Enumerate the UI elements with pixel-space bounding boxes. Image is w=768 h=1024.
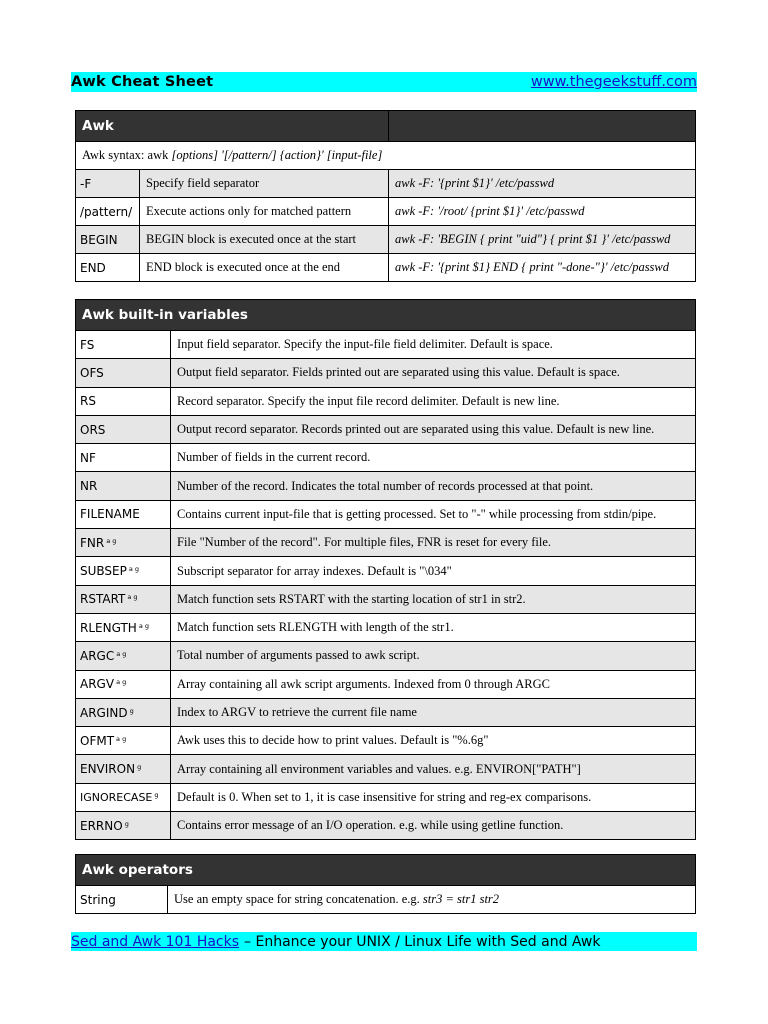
variable-mark: a g [116, 678, 127, 687]
variable-name: ORS [80, 422, 106, 437]
variable-name-cell [76, 585, 171, 613]
variable-name: ENVIRON [80, 762, 136, 777]
variable-name: NF [80, 450, 96, 465]
variable-row [76, 670, 696, 698]
variable-name-cell [76, 415, 171, 443]
variable-row [76, 727, 696, 755]
operators-heading: Awk operators [76, 855, 696, 886]
option-name: -F [76, 170, 140, 198]
awk-syntax-row [76, 142, 696, 170]
variable-name-cell [76, 359, 171, 387]
variable-name: IGNORECASE [80, 790, 153, 804]
variable-mark: g [129, 706, 134, 715]
variable-row [76, 444, 696, 472]
option-desc: END block is executed once at the end [140, 254, 389, 282]
variable-row [76, 415, 696, 443]
option-name: END [76, 254, 140, 282]
variable-name-cell [76, 529, 171, 557]
book-link[interactable]: Sed and Awk 101 Hacks [71, 933, 240, 950]
awk-syntax-args: [options] '[/pattern/] {action}' [input-file] [171, 148, 383, 162]
operator-name: String [76, 886, 168, 914]
variable-mark: g [137, 763, 142, 772]
variable-name: RLENGTH [80, 620, 137, 635]
variable-row [76, 783, 696, 811]
variable-desc: Output record separator. Records printed out are separated using this value. Default is new line. [171, 415, 696, 443]
option-example: awk -F: 'BEGIN { print "uid"} { print $1 }' /etc/passwd [389, 226, 696, 254]
option-example: awk -F: '/root/ {print $1}' /etc/passwd [389, 198, 696, 226]
variable-name: ERRNO [80, 818, 123, 833]
variable-name-cell [76, 331, 171, 359]
variable-desc: Index to ARGV to retrieve the current file name [171, 698, 696, 726]
awk-option-row [76, 170, 696, 198]
variable-row [76, 472, 696, 500]
variable-desc: Number of the record. Indicates the total number of records processed at that point. [171, 472, 696, 500]
variable-mark: a g [116, 734, 127, 743]
variable-name: FILENAME [80, 507, 140, 522]
variable-name: ARGIND [80, 705, 128, 720]
option-name: /pattern/ [76, 198, 140, 226]
variable-name-cell [76, 500, 171, 528]
builtin-variables-heading: Awk built-in variables [76, 300, 696, 331]
variable-row [76, 585, 696, 613]
awk-option-row [76, 198, 696, 226]
variable-mark: a g [138, 621, 149, 630]
variable-desc: Input field separator. Specify the input-file field delimiter. Default is space. [171, 331, 696, 359]
option-name: BEGIN [76, 226, 140, 254]
variable-desc: Contains current input-file that is getting processed. Set to "-" while processing from stdin/pipe. [171, 500, 696, 528]
variable-desc: Number of fields in the current record. [171, 444, 696, 472]
site-link[interactable]: www.thegeekstuff.com [530, 74, 697, 90]
variable-row [76, 331, 696, 359]
awk-syntax-prefix: Awk syntax: awk [82, 148, 172, 162]
variable-desc: Contains error message of an I/O operation. e.g. while using getline function. [171, 812, 696, 840]
variable-name: OFMT [80, 733, 115, 748]
variable-mark: a g [127, 593, 138, 602]
variable-name: FS [80, 337, 95, 352]
builtin-variables-table [75, 299, 696, 840]
variable-desc: Output field separator. Fields printed out are separated using this value. Default is space. [171, 359, 696, 387]
variable-name: OFS [80, 365, 104, 380]
footer-banner [71, 932, 697, 951]
option-desc: Specify field separator [140, 170, 389, 198]
header-banner [71, 72, 697, 92]
option-desc: Execute actions only for matched pattern [140, 198, 389, 226]
operator-desc-example: str3 = str1 str2 [422, 892, 500, 906]
variable-name: FNR [80, 535, 105, 550]
variable-row [76, 642, 696, 670]
variable-row [76, 529, 696, 557]
variable-name-cell [76, 613, 171, 641]
variable-name: SUBSEP [80, 564, 127, 579]
variable-desc: Array containing all environment variables and values. e.g. ENVIRON["PATH"] [171, 755, 696, 783]
variable-desc: Array containing all awk script arguments. Indexed from 0 through ARGC [171, 670, 696, 698]
page-title: Awk Cheat Sheet [71, 74, 214, 90]
option-example: awk -F: '{print $1} END { print "-done-"}' /etc/passwd [389, 254, 696, 282]
variable-mark: g [154, 790, 159, 799]
variable-name-cell [76, 783, 171, 811]
awk-option-row [76, 254, 696, 282]
variable-mark: a g [106, 536, 117, 545]
variable-name-cell [76, 387, 171, 415]
variable-name: RS [80, 394, 96, 409]
variable-name-cell [76, 812, 171, 840]
variable-name: ARGV [80, 677, 115, 692]
variable-name: ARGC [80, 648, 115, 663]
variable-name: NR [80, 479, 98, 494]
awk-table [75, 110, 696, 282]
operators-table [75, 854, 696, 914]
operator-desc-text: Use an empty space for string concatenation. e.g. [174, 892, 423, 906]
variable-row [76, 557, 696, 585]
awk-table-heading-empty [389, 111, 696, 142]
variable-desc: Subscript separator for array indexes. Default is "\034" [171, 557, 696, 585]
variable-row [76, 500, 696, 528]
operator-row [76, 886, 696, 914]
variable-desc: Default is 0. When set to 1, it is case insensitive for string and reg-ex comparisons. [171, 783, 696, 811]
variable-desc: Total number of arguments passed to awk script. [171, 642, 696, 670]
variable-name-cell [76, 642, 171, 670]
variable-desc: Match function sets RSTART with the starting location of str1 in str2. [171, 585, 696, 613]
variable-row [76, 812, 696, 840]
variable-name: RSTART [80, 592, 126, 607]
variable-row [76, 613, 696, 641]
variable-desc: File "Number of the record". For multiple files, FNR is reset for every file. [171, 529, 696, 557]
variable-mark: a g [116, 649, 127, 658]
variable-name-cell [76, 557, 171, 585]
variable-mark: g [124, 819, 129, 828]
variable-name-cell [76, 755, 171, 783]
variable-name-cell [76, 727, 171, 755]
variable-desc: Match function sets RLENGTH with length of the str1. [171, 613, 696, 641]
variable-name-cell [76, 444, 171, 472]
variable-row [76, 359, 696, 387]
variable-name-cell [76, 472, 171, 500]
option-desc: BEGIN block is executed once at the start [140, 226, 389, 254]
variable-mark: a g [128, 565, 140, 574]
variable-desc: Awk uses this to decide how to print values. Default is "%.6g" [171, 727, 696, 755]
variable-row [76, 755, 696, 783]
footer-tagline: – Enhance your UNIX / Linux Life with Sed and Awk [244, 933, 601, 950]
awk-option-row [76, 226, 696, 254]
variable-name-cell [76, 698, 171, 726]
variable-row [76, 387, 696, 415]
awk-table-heading: Awk [76, 111, 389, 142]
variable-name-cell [76, 670, 171, 698]
variable-row [76, 698, 696, 726]
option-example: awk -F: '{print $1}' /etc/passwd [389, 170, 696, 198]
operator-desc [168, 886, 696, 914]
variable-desc: Record separator. Specify the input file record delimiter. Default is new line. [171, 387, 696, 415]
